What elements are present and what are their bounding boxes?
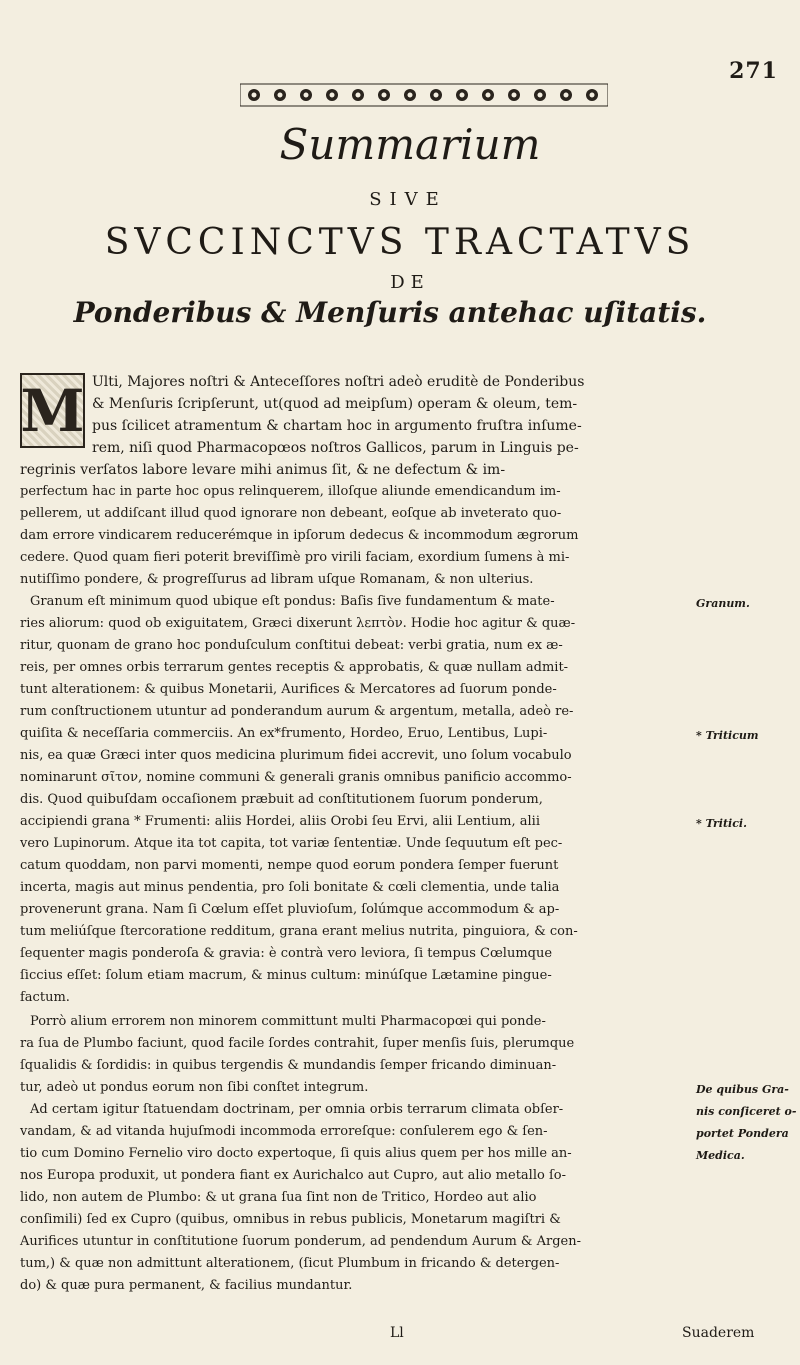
body-line: ra ſua de Plumbo faciunt, quod facile ſordes contrahit, ſuper menſis ſuis, plerumque bbox=[20, 1036, 575, 1051]
body-line: ritur, quonam de grano hoc ponduſculum conſtitui debeat: verbi gratia, num ex æ- bbox=[20, 638, 563, 653]
body-line: tum,) & quæ non admittunt alterationem, (ſicut Plumbum in fricando & detergen- bbox=[20, 1256, 560, 1271]
margin-note: Granum. bbox=[696, 597, 750, 610]
body-line: do) & quæ pura permanent, & facilius mundantur. bbox=[20, 1278, 353, 1293]
signature-mark: Ll bbox=[390, 1325, 404, 1341]
margin-note: Medica. bbox=[696, 1149, 745, 1162]
page-number: 271 bbox=[729, 58, 778, 84]
heading-de: DE bbox=[390, 272, 430, 293]
body-line: Ad certam igitur ſtatuendam doctrinam, per omnia orbis terrarum climata obſer- bbox=[30, 1102, 564, 1117]
body-line: quiſita & neceſſaria commerciis. An ex*frumento, Hordeo, Eruo, Lentibus, Lupi- bbox=[20, 726, 548, 741]
body-line: ries aliorum: quod ob exiguitatem, Græci dixerunt λεπτὸν. Hodie hoc agitur & quæ- bbox=[20, 616, 576, 631]
body-line: lido, non autem de Plumbo: & ut grana ſua ſint non de Tritico, Hordeo aut alio bbox=[20, 1190, 537, 1205]
body-line: cedere. Quod quam fieri poterit breviſſimè pro virili faciam, exordium ſumens à mi- bbox=[20, 550, 570, 565]
margin-note: * Tritici. bbox=[696, 817, 747, 830]
heading-succinctus-tractatus: SVCCINCTVS TRACTATVS bbox=[104, 222, 696, 263]
body-line: nominarunt σῖτον, nomine communi & generali granis omnibus panificio accommo- bbox=[20, 770, 572, 785]
body-line: dis. Quod quibuſdam occaſionem præbuit ad conſtitutionem ſuorum ponderum, bbox=[20, 792, 543, 807]
body-line: vandam, & ad vitanda hujuſmodi incommoda erroreſque: conſulerem ego & ſen- bbox=[20, 1124, 548, 1139]
body-line: rem, niſi quod Pharmacopœos noſtros Gallicos, parum in Linguis pe- bbox=[92, 440, 579, 456]
margin-note: De quibus Gra- bbox=[696, 1083, 789, 1096]
body-line: catum quoddam, non parvi momenti, nempe quod eorum pondera ſemper fuerunt bbox=[20, 858, 559, 873]
drop-cap bbox=[20, 373, 85, 448]
body-line: perfectum hac in parte hoc opus relinquerem, illoſque aliunde emendicandum im- bbox=[20, 484, 561, 499]
body-line: pellerem, ut addiſcant illud quod ignorare non debeant, eoſque ab inveterato quo- bbox=[20, 506, 562, 521]
body-line: Aurifices utuntur in conſtitutione ſuorum ponderum, ad pendendum Aurum & Argen- bbox=[20, 1234, 582, 1249]
body-line: factum. bbox=[20, 990, 70, 1005]
body-line: dam errore vindicarem reducerémque in ipſorum dedecus & incommodum ægrorum bbox=[20, 528, 579, 543]
body-line: Porrò alium errorem non minorem committunt multi Pharmacopœi qui ponde- bbox=[30, 1014, 546, 1029]
heading-summarium: Summarium bbox=[279, 120, 541, 169]
ornament-border-icon bbox=[240, 80, 608, 110]
body-line: regrinis verſatos labore levare mihi animus ſit, & ne defectum & im- bbox=[20, 462, 506, 478]
body-line: rum conſtructionem utuntur ad ponderandum aurum & argentum, metalla, adeò re- bbox=[20, 704, 574, 719]
body-line: pus ſcilicet atramentum & chartam hoc in argumento fruſtra inſume- bbox=[92, 418, 582, 434]
body-line: nis, ea quæ Græci inter quos medicina plurimum fidei accrevit, uno ſolum vocabulo bbox=[20, 748, 572, 763]
body-line: vero Lupinorum. Atque ita tot capita, tot variæ ſententiæ. Unde ſequutum eſt pec- bbox=[20, 836, 563, 851]
margin-note: nis conſiceret o- bbox=[696, 1105, 797, 1118]
body-line: incerta, magis aut minus pendentia, pro ſoli bonitate & cœli clementia, unde talia bbox=[20, 880, 560, 895]
margin-note: portet Pondera bbox=[696, 1127, 789, 1140]
body-line: provenerunt grana. Nam ſi Cœlum eſſet pluvioſum, ſolúmque accommodum & ap- bbox=[20, 902, 560, 917]
body-line: ſiccius eſſet: ſolum etiam macrum, & minus cultum: minúſque Lætamine pingue- bbox=[20, 968, 552, 983]
margin-note: * Triticum bbox=[696, 729, 759, 742]
body-line: tur, adeò ut pondus eorum non ſibi conſtet integrum. bbox=[20, 1080, 369, 1095]
body-line: ſequenter magis ponderoſa & gravia: è contrà vero leviora, ſi tempus Cœlumque bbox=[20, 946, 553, 961]
body-line: Granum eſt minimum quod ubique eſt pondus: Baſis ſive fundamentum & mate- bbox=[30, 594, 555, 609]
body-line: Ulti, Majores noſtri & Anteceſſores noſtri adeò eruditè de Ponderibus bbox=[92, 374, 585, 390]
body-line: ſqualidis & ſordidis: in quibus tergendis & mundandis ſemper fricando diminuan- bbox=[20, 1058, 557, 1073]
catchword: Suaderem bbox=[682, 1325, 755, 1341]
body-line: reis, per omnes orbis terrarum gentes receptis & approbatis, & quæ nullam admit- bbox=[20, 660, 569, 675]
body-line: tunt alterationem: & quibus Monetarii, Aurifices & Mercatores ad ſuorum ponde- bbox=[20, 682, 557, 697]
body-line: & Menſuris ſcripſerunt, ut(quod ad meipſum) operam & oleum, tem- bbox=[92, 396, 578, 412]
heading-sive: SIVE bbox=[369, 189, 447, 210]
body-line: conſimili) ſed ex Cupro (quibus, omnibus in rebus publicis, Monetarum magiſtri & bbox=[20, 1212, 561, 1227]
body-line: accipiendi grana * Frumenti: aliis Hordei, aliis Orobi ſeu Ervi, alii Lentium, alii bbox=[20, 814, 540, 829]
body-line: tio cum Domino Fernelio viro docto expertoque, ſi quis alius quem per hos mille an- bbox=[20, 1146, 572, 1161]
body-line: nutiſſimo pondere, & progreſſurus ad libram uſque Romanam, & non ulterius. bbox=[20, 572, 534, 587]
body-line: nos Europa produxit, ut pondera fiant ex Aurichalco aut Cupro, aut alio metallo ſo- bbox=[20, 1168, 566, 1183]
drop-cap-letter: M bbox=[20, 376, 85, 445]
heading-subtitle: Ponderibus & Menſuris antehac uſitatis. bbox=[73, 296, 707, 329]
body-line: tum meliúſque ſtercoratione redditum, grana erant melius nutrita, pinguiora, & con- bbox=[20, 924, 578, 939]
